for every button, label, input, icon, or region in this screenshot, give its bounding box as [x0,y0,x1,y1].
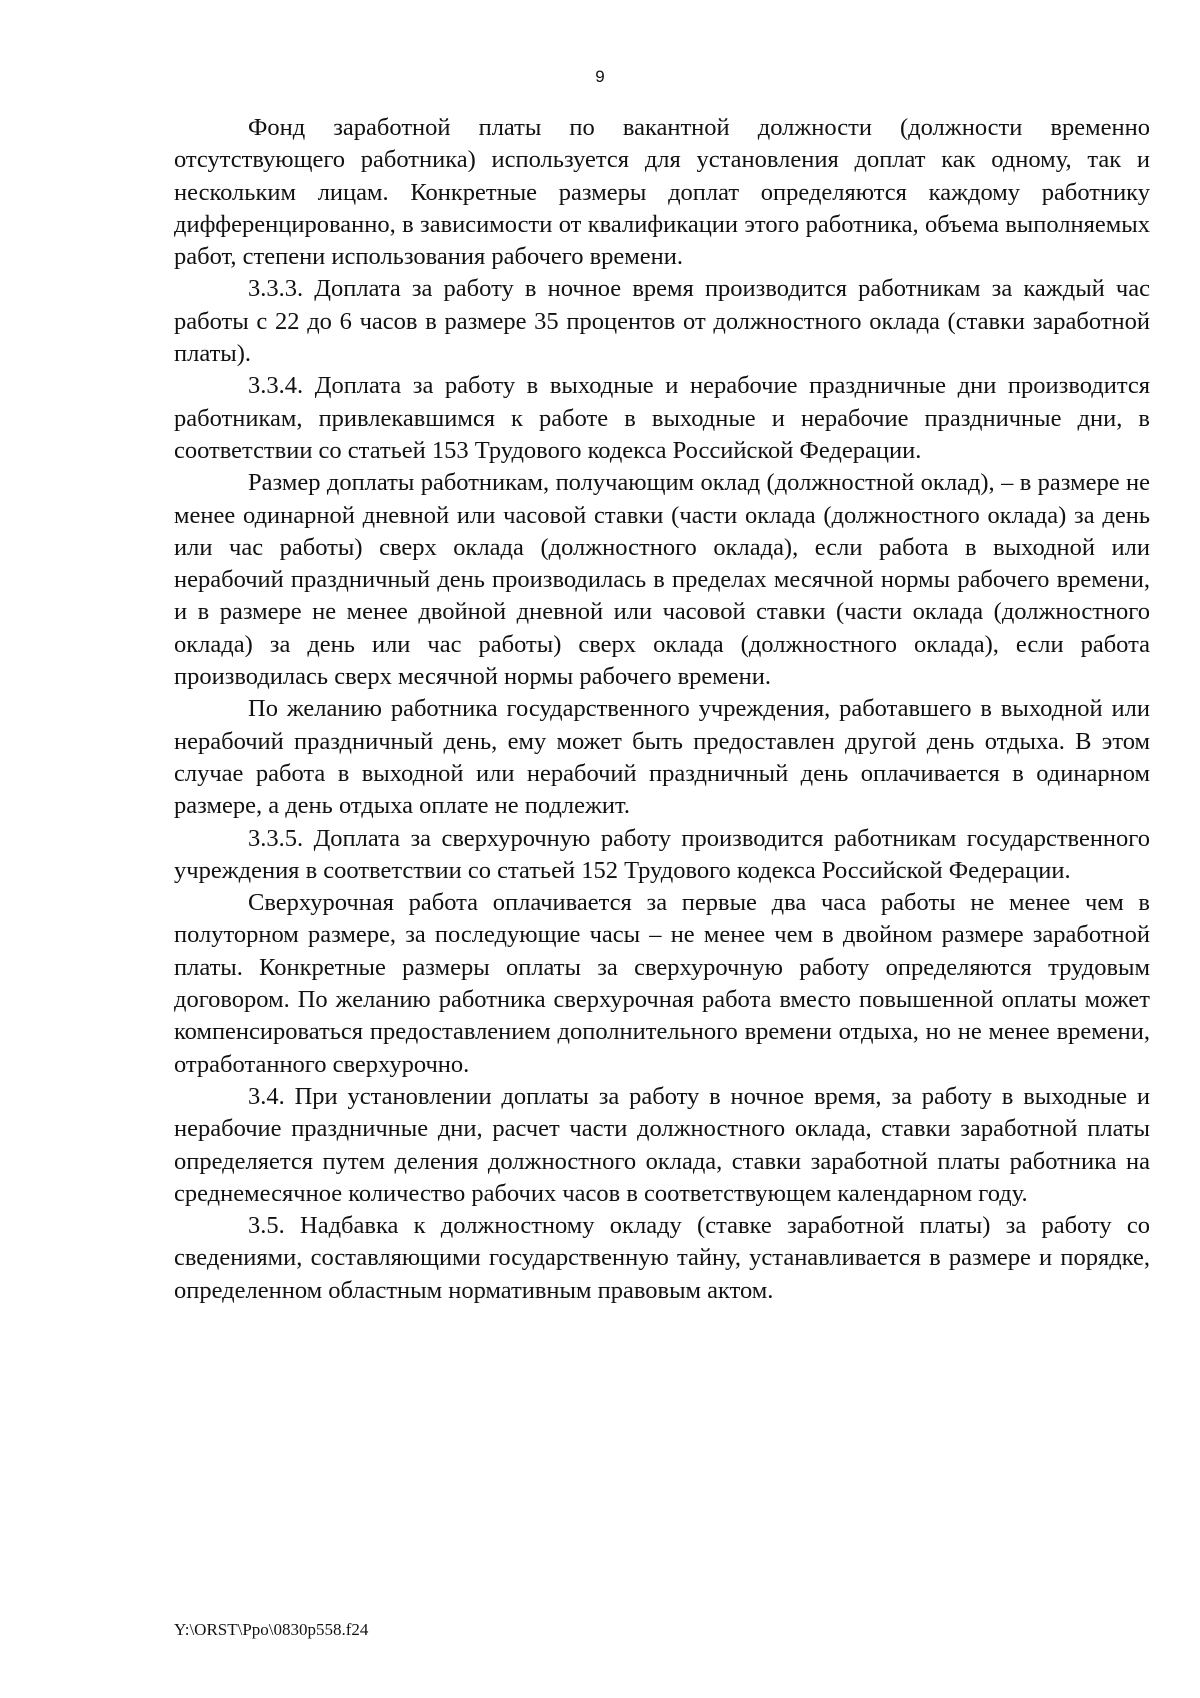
paragraph-3-3-5: 3.3.5. Доплата за сверхурочную работу производится работникам государственного учреждения в соответствии со статьей 152 Трудового кодекса Российской Федерации. [174,824,1150,884]
paragraph-3-4: 3.4. При установлении доплаты за работу в ночное время, за работу в выходные и нерабочие праздничные дни, расчет части должностного оклада, ставки заработной платы определяется путем деления должностного оклада, ставки заработной платы работника на среднемесячное количество рабочих часов в соответствующем календарном году. [174,1082,1150,1207]
paragraph-day-off: По желанию работника государственного учреждения, работавшего в выходной или нерабочий праздничный день, ему может быть предоставлен другой день отдыха. В этом случае работа в выходной или нерабочий праздничный день оплачивается в одинарном размере, а день отдыха оплате не подлежит. [174,695,1150,820]
paragraph-vacancy-fund: Фонд заработной платы по вакантной должности (должности временно отсутствующего работника) используется для установления доплат как одному, так и нескольким лицам. Конкретные размеры доплат определяются каждому работнику дифференцированно, в зависимости от квалификации этого работника, объема выполняемых работ, степени использования рабочего времени. [174,114,1150,271]
paragraph-overtime: Сверхурочная работа оплачивается за первые два часа работы не менее чем в полуторном размере, за последующие часы – не менее чем в двойном размере заработной платы. Конкретные размеры оплаты за сверхурочную работу определяются трудовым договором. По желанию работника сверхурочная работа вместо повышенной оплаты может компенсироваться предоставлением дополнительного времени отдыха, но не менее времени, отработанного сверхурочно. [174,889,1150,1078]
paragraph-3-5: 3.5. Надбавка к должностному окладу (ставке заработной платы) за работу со сведениями, составляющими государственную тайну, устанавливается в размере и порядке, определенном областным нормативным правовым актом. [174,1212,1150,1304]
page-number: 9 [595,67,605,86]
file-path-footer: Y:\ORST\Ppo\0830p558.f24 [174,1620,369,1639]
paragraph-3-3-4: 3.3.4. Доплата за работу в выходные и нерабочие праздничные дни производится работникам, привлекавшимся к работе в выходные и нерабочие праздничные дни, в соответствии со статьей 153 Трудового кодекса Российской Федерации. [174,372,1150,464]
paragraph-payment-size: Размер доплаты работникам, получающим оклад (должностной оклад), – в размере не менее одинарной дневной или часовой ставки (части оклада (должностного оклада) за день или час работы) сверх оклада (должностного оклада), если работа в выходной или нерабочий праздничный день производилась в пределах месячной нормы рабочего времени, и в размере не менее двойной дневной или часовой ставки (части оклада (должностного оклада) за день или час работы) сверх оклада (должностного оклада), если работа производилась сверх месячной нормы рабочего времени. [174,469,1150,691]
document-body [174,112,1150,1307]
paragraph-3-3-3: 3.3.3. Доплата за работу в ночное время производится работникам за каждый час работы с 22 до 6 часов в размере 35 процентов от должностного оклада (ставки заработной платы). [174,275,1150,368]
